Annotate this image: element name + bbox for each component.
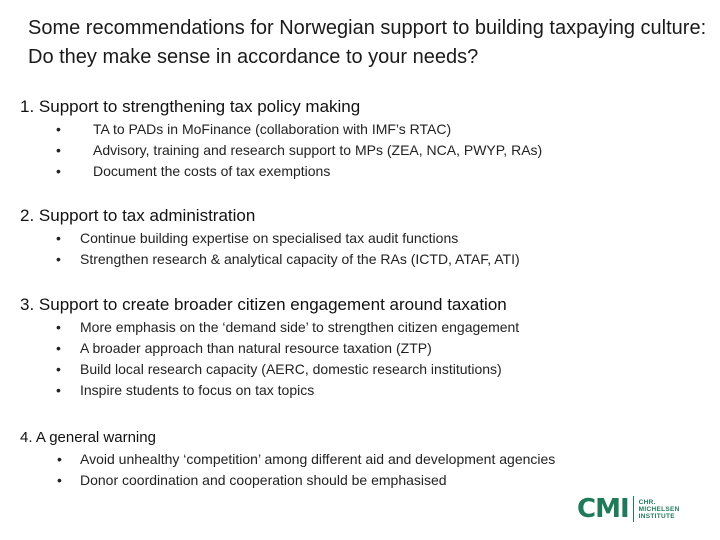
list-item-text: TA to PADs in MoFinance (collaboration with IMF’s RTAC) [93, 121, 452, 137]
list-item [0, 359, 720, 380]
list-item [0, 317, 720, 338]
list-item [0, 380, 720, 401]
cmi-logo-mark: CMI [577, 494, 629, 524]
section-1-number: 1. [20, 97, 35, 116]
bullet-icon: • [56, 340, 61, 356]
section-1 [0, 96, 720, 182]
list-item [0, 338, 720, 359]
list-item-text: Donor coordination and cooperation should be emphasised [80, 472, 447, 488]
list-item [0, 140, 720, 161]
logo-divider [633, 496, 634, 522]
section-1-heading-text: Support to strengthening tax policy making [38, 97, 361, 116]
list-item-text: Strengthen research & analytical capacity of the RAs (ICTD, ATAF, ATI) [80, 251, 520, 267]
list-item-text: Advisory, training and research support to MPs (ZEA, NCA, PWYP, RAs) [93, 142, 543, 158]
section-4-number: 4. [20, 429, 33, 446]
cmi-logo [577, 495, 680, 523]
logo-text-line-2: MICHELSEN [638, 505, 680, 513]
logo-text-line-1: CHR. [638, 498, 656, 506]
section-3-heading [0, 294, 720, 316]
section-4 [0, 427, 720, 491]
bullet-icon: • [56, 142, 61, 158]
bullet-icon: • [56, 382, 61, 398]
list-item [0, 470, 720, 491]
list-item [0, 249, 720, 270]
list-item [0, 449, 720, 470]
list-item [0, 161, 720, 182]
section-4-heading-text: A general warning [35, 429, 156, 446]
list-item-text: Inspire students to focus on tax topics [80, 382, 315, 398]
list-item-text: A broader approach than natural resource taxation (ZTP) [80, 340, 432, 356]
list-item-text: Continue building expertise on specialised tax audit functions [80, 230, 459, 246]
bullet-icon: • [57, 451, 62, 467]
section-3-number: 3. [20, 295, 35, 314]
bullet-icon: • [56, 361, 61, 377]
section-2-heading-text: Support to tax administration [38, 206, 256, 225]
section-2 [0, 205, 720, 270]
list-item-text: Build local research capacity (AERC, domestic research institutions) [80, 361, 502, 377]
list-item-text: More emphasis on the ‘demand side’ to strengthen citizen engagement [80, 319, 520, 335]
list-item [0, 119, 720, 140]
bullet-icon: • [56, 163, 61, 179]
cmi-logo-text [639, 499, 680, 520]
section-3-heading-text: Support to create broader citizen engagement around taxation [38, 295, 507, 314]
bullet-icon: • [56, 251, 61, 267]
logo-text-line-3: INSTITUTE [638, 512, 675, 520]
slide-title: Some recommendations for Norwegian support to building taxpaying culture: Do they make sense in accordance to your needs? [28, 17, 707, 68]
section-4-heading [0, 427, 720, 449]
section-2-heading [0, 205, 720, 227]
section-2-number: 2. [20, 206, 35, 225]
bullet-icon: • [56, 121, 61, 137]
bullet-icon: • [56, 230, 61, 246]
section-3 [0, 294, 720, 401]
bullet-icon: • [57, 472, 62, 488]
bullet-icon: • [56, 319, 61, 335]
list-item-text: Avoid unhealthy ‘competition’ among different aid and development agencies [80, 451, 556, 467]
list-item [0, 228, 720, 249]
list-item-text: Document the costs of tax exemptions [93, 163, 331, 179]
section-1-heading [0, 96, 720, 118]
